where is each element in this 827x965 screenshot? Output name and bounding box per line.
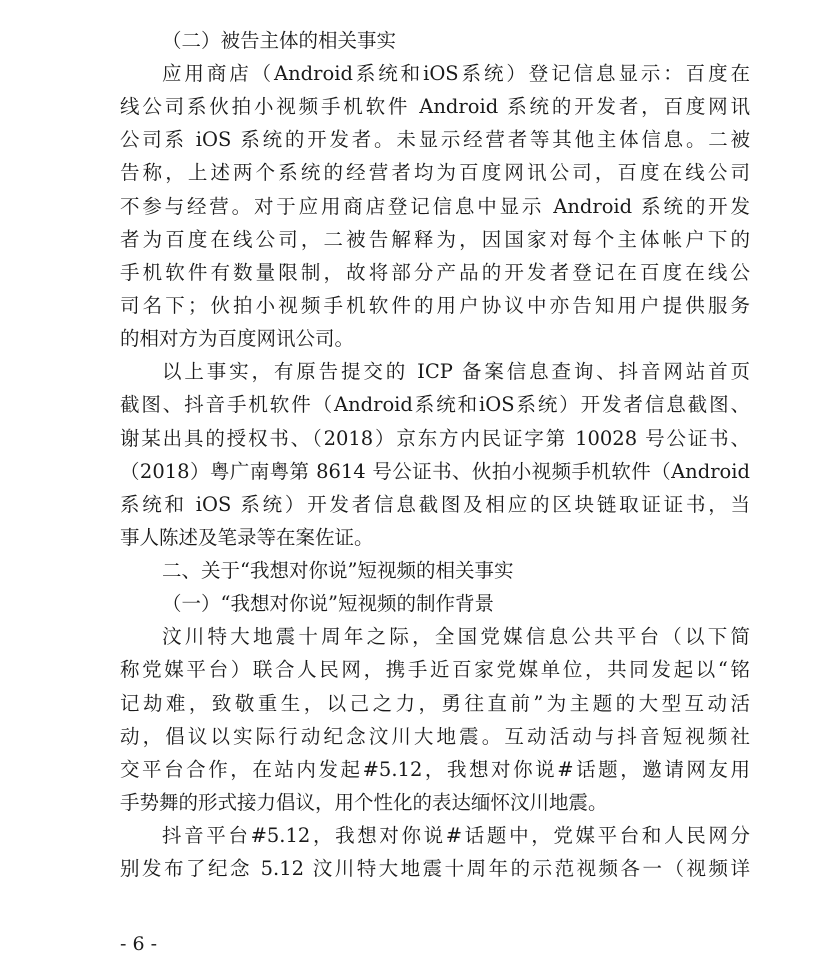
paragraph-line: 以上事实，有原告提交的 ICP 备案信息查询、抖音网站首页: [162, 360, 750, 383]
paragraph-line: 系统和 iOS 系统）开发者信息截图及相应的区块链取证证书，当: [120, 493, 750, 516]
paragraph-line: 动，倡议以实际行动纪念汶川大地震。互动活动与抖音短视频社: [120, 725, 750, 748]
paragraph-line: 抖音平台#5.12，我想对你说#话题中，党媒平台和人民网分: [162, 824, 750, 847]
paragraph-line: 手势舞的形式接力倡议，用个性化的表达缅怀汶川地震。: [120, 791, 608, 814]
paragraph-line: （2018）粤广南粤第 8614 号公证书、伙拍小视频手机软件（Android: [120, 460, 750, 483]
subsection-heading: （一）“我想对你说”短视频的制作背景: [162, 592, 494, 615]
paragraph-line: 应用商店（Android系统和iOS系统）登记信息显示：百度在: [162, 62, 750, 85]
paragraph-line: 交平台合作，在站内发起#5.12，我想对你说#话题，邀请网友用: [120, 758, 750, 781]
paragraph-line: 线公司系伙拍小视频手机软件 Android 系统的开发者，百度网讯: [120, 95, 750, 118]
paragraph-line: 司名下；伙拍小视频手机软件的用户协议中亦告知用户提供服务: [120, 294, 750, 317]
paragraph-line: 汶川特大地震十周年之际，全国党媒信息公共平台（以下简: [162, 625, 750, 648]
paragraph-line: 谢某出具的授权书、（2018）京东方内民证字第 10028 号公证书、: [120, 427, 750, 450]
paragraph-line: 者为百度在线公司，二被告解释为，因国家对每个主体帐户下的: [120, 228, 750, 251]
section-heading: （二）被告主体的相关事实: [162, 29, 397, 52]
paragraph-line: 记劫难，致敬重生，以己之力，勇往直前”为主题的大型互动活: [120, 692, 750, 715]
page-number: - 6 -: [120, 933, 158, 955]
paragraph-line: 的相对方为百度网讯公司。: [120, 327, 355, 350]
paragraph-line: 手机软件有数量限制，故将部分产品的开发者登记在百度在线公: [120, 261, 750, 284]
paragraph-line: 告称，上述两个系统的经营者均为百度网讯公司，百度在线公司: [120, 161, 750, 184]
paragraph-line: 不参与经营。对于应用商店登记信息中显示 Android 系统的开发: [120, 195, 750, 218]
paragraph-line: 公司系 iOS 系统的开发者。未显示经营者等其他主体信息。二被: [120, 128, 750, 151]
paragraph-line: 称党媒平台）联合人民网，携手近百家党媒单位，共同发起以“铭: [120, 658, 750, 681]
paragraph-line: 截图、抖音手机软件（Android系统和iOS系统）开发者信息截图、: [120, 393, 750, 416]
section-heading: 二、关于“我想对你说”短视频的相关事实: [162, 559, 514, 582]
paragraph-line: 事人陈述及笔录等在案佐证。: [120, 526, 374, 549]
paragraph-line: 别发布了纪念 5.12 汶川特大地震十周年的示范视频各一（视频详: [120, 857, 750, 880]
